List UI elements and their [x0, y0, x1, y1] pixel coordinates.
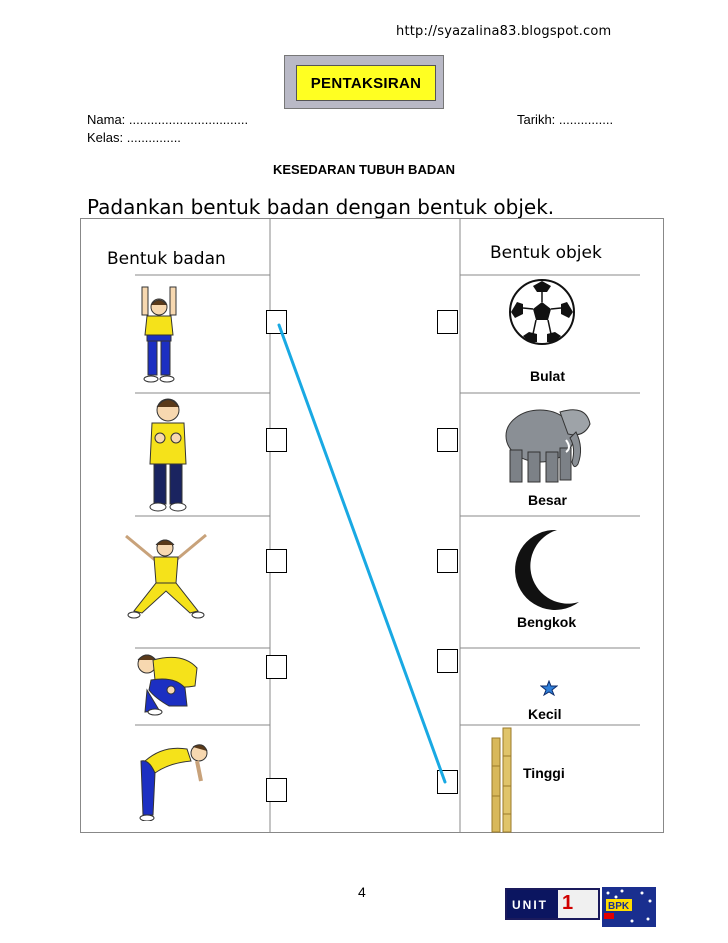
unit-number: 1	[562, 892, 574, 914]
label-bengkok: Bengkok	[517, 614, 577, 630]
label-besar: Besar	[528, 492, 567, 508]
crescent-moon-icon	[505, 526, 585, 614]
instruction-text: Padankan bentuk badan dengan bentuk objek.	[87, 195, 555, 219]
section-heading: KESEDARAN TUBUH BADAN	[273, 162, 455, 177]
star-jump-figure	[118, 533, 213, 621]
date-field: Tarikh: ...............	[517, 112, 614, 127]
label-kecil: Kecil	[528, 706, 562, 722]
right-match-box-2[interactable]	[437, 428, 458, 452]
crouching-figure	[125, 650, 210, 716]
label-bulat: Bulat	[530, 368, 565, 384]
small-star-icon	[540, 680, 558, 696]
page-title: PENTAKSIRAN	[296, 65, 436, 101]
bamboo-icon	[488, 726, 516, 834]
label-tinggi: Tinggi	[523, 765, 565, 781]
standing-fists-figure	[140, 394, 200, 514]
column-header-object-shape: Bentuk objek	[490, 243, 602, 263]
source-url: http://syazalina83.blogspot.com	[396, 24, 612, 39]
bpk-logo-text: BPK	[608, 901, 630, 912]
football-icon	[507, 278, 577, 346]
right-match-box-4[interactable]	[437, 649, 458, 673]
name-field: Nama: .................................	[87, 112, 249, 127]
left-match-box-5[interactable]	[266, 778, 287, 802]
right-match-box-5[interactable]	[437, 770, 458, 794]
bpk-logo	[602, 887, 656, 927]
page-number: 4	[358, 884, 366, 900]
left-match-box-3[interactable]	[266, 549, 287, 573]
column-header-body-shape: Bentuk badan	[107, 249, 226, 269]
left-match-box-2[interactable]	[266, 428, 287, 452]
left-match-box-4[interactable]	[266, 655, 287, 679]
right-match-box-1[interactable]	[437, 310, 458, 334]
elephant-icon	[500, 398, 595, 486]
arms-raised-figure	[132, 283, 192, 386]
bending-figure	[135, 741, 215, 821]
class-field: Kelas: ...............	[87, 130, 181, 145]
unit-label: UNIT	[512, 898, 548, 912]
right-match-box-3[interactable]	[437, 549, 458, 573]
left-match-box-1[interactable]	[266, 310, 287, 334]
